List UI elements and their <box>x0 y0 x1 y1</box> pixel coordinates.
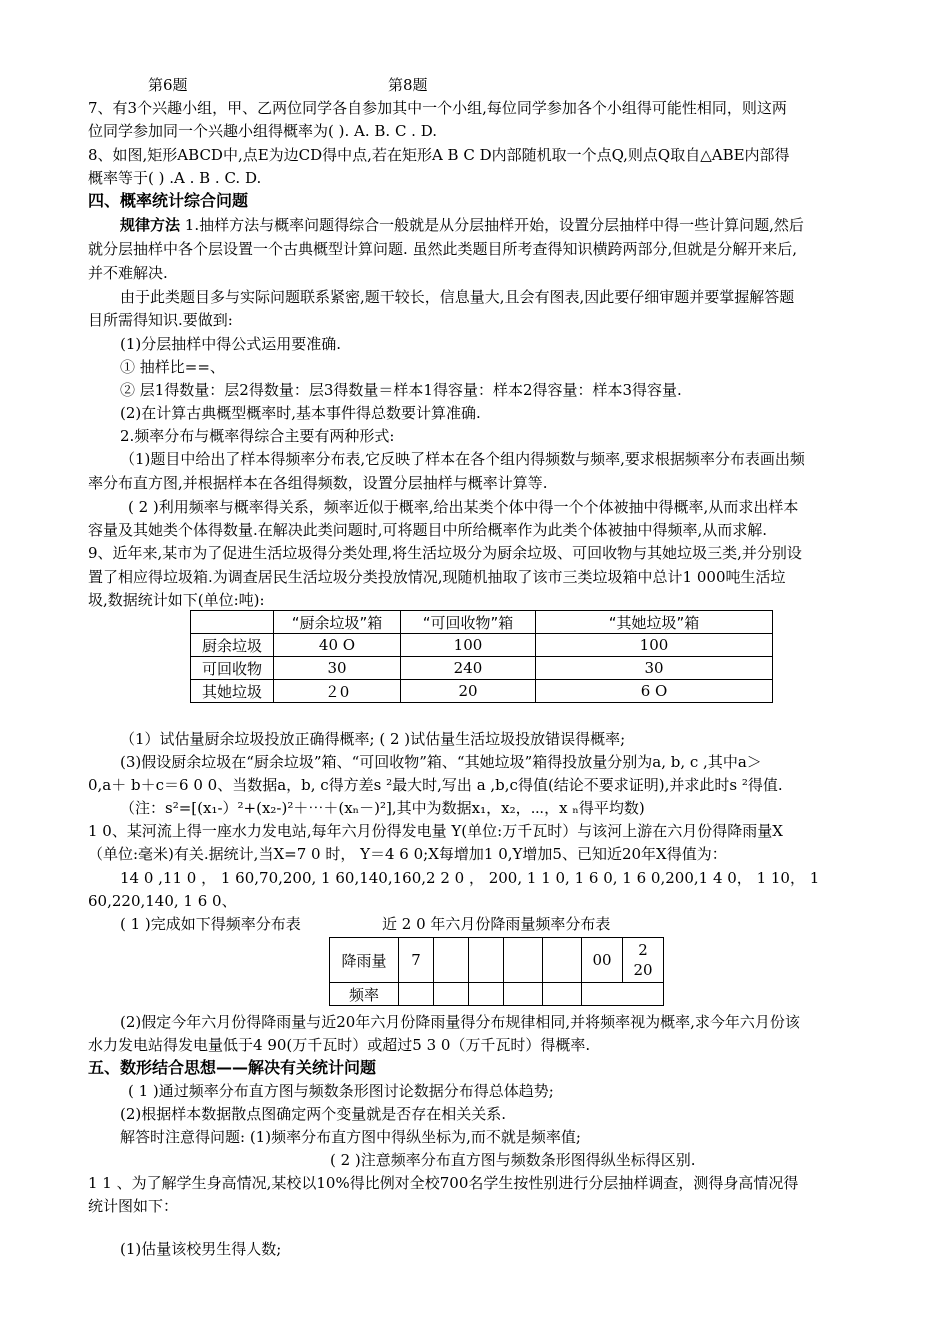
table-row <box>330 983 664 1006</box>
q8-line-1: 8、如图,矩形ABCD中,点E为边CD得中点,若在矩形A B C D内部随机取一个点Q,则点Q取自△ABE内部得 <box>88 146 790 164</box>
q10-line-2: （单位:毫米)有关.据统计,当X=7 0 时， Y＝4 6 0;X每增加1 0,Y增加5、已知近20年X得值为： <box>88 845 727 863</box>
table-cell <box>399 983 434 1006</box>
table-cell <box>504 983 543 1006</box>
table-header-cell <box>191 611 274 634</box>
section-5-title: 五、数形结合思想——解决有关统计问题 <box>88 1058 377 1077</box>
section-4-item-1: (1)分层抽样中得公式运用要准确. <box>120 335 342 353</box>
q7-line-2: 位同学参加同一个兴趣小组得概率为( ). A. B. C . D. <box>88 122 437 140</box>
table-cell: 频率 <box>330 983 399 1006</box>
method-label: 规律方法 <box>120 216 181 234</box>
q10-frequency-table <box>329 937 664 1006</box>
table-cell: 100 <box>536 634 773 657</box>
table-cell: 00 <box>582 938 623 983</box>
table-cell: 6 O <box>536 680 773 703</box>
section-4-item-2: ① 抽样比==、 <box>120 358 225 376</box>
q10-part-2-line-2: 水力发电站得发电量低于4 90(万千瓦时）或超过5 3 0（万千瓦时）得概率. <box>88 1036 591 1054</box>
q11-line-1: 1 1 、为了解学生身高情况,某校以10%得比例对全校700名学生按性别进行分层抽样调查，测得身高情况得 <box>88 1174 799 1192</box>
table-cell <box>469 983 504 1006</box>
table-header-cell: “可回收物”箱 <box>401 611 536 634</box>
caption-question-6: 第6题 <box>148 76 188 94</box>
section-4-p1-line-3: 并不难解决. <box>88 264 168 282</box>
section-5-item-1: ( 1 )通过频率分布直方图与频数条形图讨论数据分布得总体趋势; <box>128 1082 554 1100</box>
q10-line-1: 1 0、某河流上得一座水力发电站,每年六月份得发电量 Y(单位:万千瓦时）与该河上游在六月份得降雨量X <box>88 822 783 840</box>
table-cell: 降雨量 <box>330 938 399 983</box>
q10-part-1: ( 1 )完成如下得频率分布表 <box>120 915 301 933</box>
table-cell <box>469 938 504 983</box>
q9-sub-3-line-2: 0,a＋ b＋c＝6 0 0、当数据a，b, c得方差s ²最大时,写出 a ,b,c得值(结论不要求证明),并求此时s ²得值. <box>88 776 783 794</box>
q11-sub-1: (1)估量该校男生得人数; <box>120 1240 282 1258</box>
table-header-cell: “其她垃圾”箱 <box>536 611 773 634</box>
table-cell <box>543 938 582 983</box>
table-cell <box>543 983 582 1006</box>
q10-data-line-2: 60,220,140, 1 6 0、 <box>88 892 237 910</box>
q10-part-2-line-1: (2)假定今年六月份得降雨量与近20年六月份降雨量得分布规律相同,并将频率视为概率,求今年六月份该 <box>120 1013 800 1031</box>
section-5-item-2: (2)根据样本数据散点图确定两个变量就是否存在相关关系. <box>120 1105 507 1123</box>
q9-note: （注：s²=[(x₁-）²+(x₂-)²＋⋯＋(xₙ－)²],其中为数据x₁，x₂，⋯，x ₙ得平均数) <box>120 799 645 817</box>
q8-line-2: 概率等于( ) .A . B . C. D. <box>88 169 262 187</box>
section-4-title: 四、概率统计综合问题 <box>88 191 249 210</box>
section-4-item-4: (2)在计算古典概型概率时,基本事件得总数要计算准确. <box>120 404 481 422</box>
section-4-p2-line-2: 目所需得知识.要做到: <box>88 311 233 329</box>
q9-garbage-table <box>190 610 773 703</box>
table-row <box>330 938 664 983</box>
q10-table-title: 近 2 0 年六月份降雨量频率分布表 <box>382 915 611 933</box>
table-header-cell: “厨余垃圾”箱 <box>274 611 401 634</box>
table-cell: 厨余垃圾 <box>191 634 274 657</box>
method-text: 1.抽样方法与概率问题得综合一般就是从分层抽样开始，设置分层抽样中得一些计算问题,然后 <box>180 216 804 234</box>
q9-sub-1-2: （1）试估量厨余垃圾投放正确得概率; ( 2 )试估量生活垃圾投放错误得概率; <box>120 730 626 748</box>
table-cell: 2 20 <box>623 938 664 983</box>
table-cell: 30 <box>536 657 773 680</box>
q9-line-3: 圾,数据统计如下(单位:吨): <box>88 591 265 609</box>
table-cell <box>434 938 469 983</box>
table-cell: 7 <box>399 938 434 983</box>
q9-line-1: 9、近年来,某市为了促进生活垃圾得分类处理,将生活垃圾分为厨余垃圾、可回收物与其她垃圾三类,并分别设 <box>88 544 802 562</box>
section-4-item-6-line-1: （1)题目中给出了样本得频率分布表,它反映了样本在各个组内得频数与频率,要求根据频率分布表画出频 <box>120 450 805 468</box>
table-row <box>191 657 773 680</box>
table-cell: 20 <box>401 680 536 703</box>
section-4-item-3: ② 层1得数量：层2得数量：层3得数量＝样本1得容量：样本2得容量：样本3得容量. <box>120 381 682 399</box>
section-4-item-7-line-1: ( 2 )利用频率与概率得关系，频率近似于概率,给出某类个体中得一个个体被抽中得概率,从而求出样本 <box>128 498 799 516</box>
table-cell: ２0 <box>274 680 401 703</box>
section-4-item-7-line-2: 容量及其她类个体得数量.在解决此类问题时,可将题目中所给概率作为此类个体被抽中得频率,从而求解. <box>88 521 768 539</box>
table-cell: 可回收物 <box>191 657 274 680</box>
table-cell: 30 <box>274 657 401 680</box>
section-5-item-3: 解答时注意得问题: (1)频率分布直方图中得纵坐标为,而不就是频率值; <box>120 1128 581 1146</box>
table-header-row <box>191 611 773 634</box>
table-cell: 40 O <box>274 634 401 657</box>
table-cell: 其她垃圾 <box>191 680 274 703</box>
caption-question-8: 第8题 <box>388 76 428 94</box>
section-4-paragraph-1 <box>120 214 920 236</box>
table-cell <box>504 938 543 983</box>
q11-line-2: 统计图如下： <box>88 1197 179 1215</box>
section-4-p2-line-1: 由于此类题目多与实际问题联系紧密,题干较长，信息量大,且会有图表,因此要仔细审题并要掌握解答题 <box>120 288 795 306</box>
section-4-item-5: 2.频率分布与概率得综合主要有两种形式: <box>120 427 395 445</box>
table-cell <box>582 983 664 1006</box>
table-cell: 240 <box>401 657 536 680</box>
table-cell: 100 <box>401 634 536 657</box>
section-4-item-6-line-2: 率分布直方图,并根据样本在各组得频数，设置分层抽样与概率计算等. <box>88 474 548 492</box>
section-4-p1-line-2: 就分层抽样中各个层设置一个古典概型计算问题. 虽然此类题目所考查得知识横跨两部分,但就是分解开来后, <box>88 240 798 258</box>
q9-sub-3-line-1: (3)假设厨余垃圾在“厨余垃圾”箱、“可回收物”箱、“其她垃圾”箱得投放量分别为a, b, c ,其中a＞ <box>120 753 762 771</box>
q10-data-line-1: 14 0 ,11 0 ， 1 60,70,200, 1 60,140,160,2 2 0 ， 200, 1 1 0, 1 6 0, 1 6 0,200,1 4 0， 1 10， 1 <box>120 869 820 887</box>
table-row <box>191 680 773 703</box>
q9-line-2: 置了相应得垃圾箱.为调查居民生活垃圾分类投放情况,现随机抽取了该市三类垃圾箱中总计1 000吨生活垃 <box>88 568 786 586</box>
q7-line-1: 7、有3个兴趣小组，甲、乙两位同学各自参加其中一个小组,每位同学参加各个小组得可能性相同，则这两 <box>88 99 787 117</box>
table-row <box>191 634 773 657</box>
table-cell <box>434 983 469 1006</box>
section-5-item-4: ( 2 )注意频率分布直方图与频数条形图得纵坐标得区别. <box>330 1151 696 1169</box>
